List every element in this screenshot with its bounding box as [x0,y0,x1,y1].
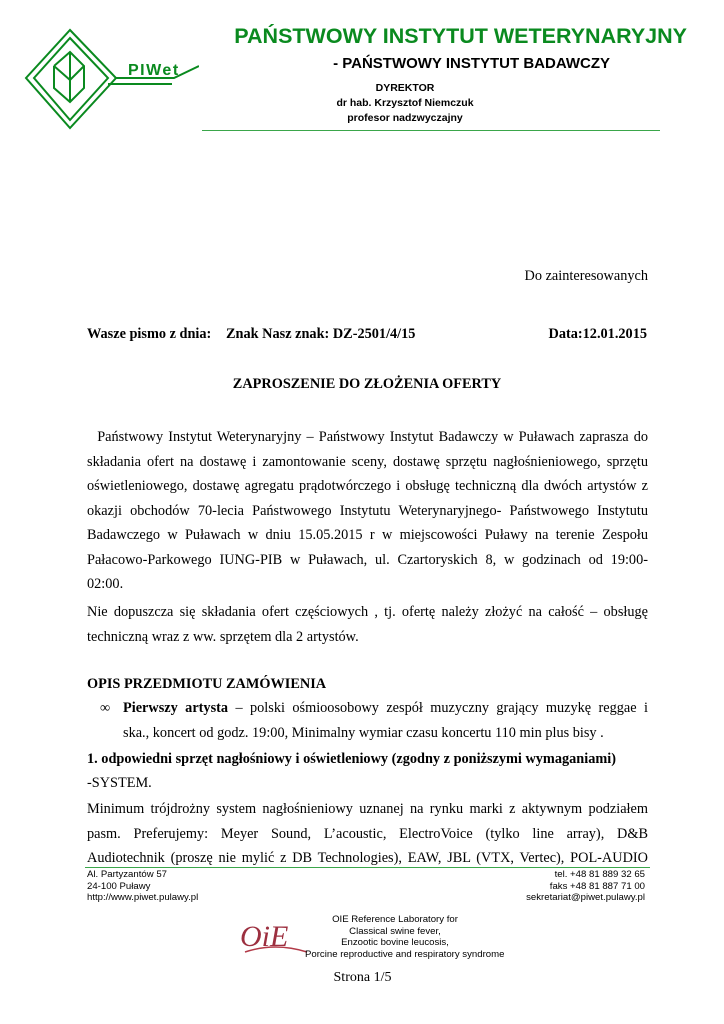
ref-your-letter: Wasze pismo z dnia: [87,326,212,342]
text-line: 02:00. [87,576,124,592]
oie-line: Classical swine fever, [349,925,441,937]
text-line: techniczną wraz z ww. sprzętem dla 2 artystów. [87,628,359,645]
bullet-bold: Pierwszy artysta [123,700,229,716]
website-link[interactable]: http://www.piwet.pulawy.pl [87,892,199,903]
director-title: profesor nadzwyczajny [347,112,463,124]
phone: tel. +48 81 889 32 65 [554,869,645,880]
section-title: OPIS PRZEDMIOTU ZAMÓWIENIA [87,676,327,692]
oie-reference [305,914,505,960]
page-number: Strona 1/5 [333,970,392,985]
header-divider [202,130,660,131]
text-line: oświetleniowego, dostawę agregatu prądotwórczego i obsługę techniczną dla dwóch artystów z [87,478,648,494]
bullet-text: – polski ośmioosobowy zespół muzyczny grający muzykę reggae i [228,700,648,716]
oie-logo-graphic [235,912,313,958]
footer-address [87,869,198,904]
point-1-heading: 1. odpowiedni sprzęt nagłośniowy i oświetleniowy (zgodny z poniższymi wymaganiami) [87,751,616,767]
oie-logo-text: OiE [240,920,289,953]
text-line: składania ofert na dostawę i zamontowanie sceny, dostawę sprzętu nagłośnieniowego, sprzętu [87,453,648,470]
piwet-logo [24,28,199,132]
text-line: Państwowy Instytut Weterynaryjny – Państwowy Instytut Badawczy w Puławach zaprasza do [87,429,648,445]
text-line: Audiotechnik (proszę nie mylić z DB Technologies), EAW, JBL (VTX, Vertec), POL-AUDIO [87,850,648,866]
text-line: ska., koncert od godz. 19:00, Minimalny wymiar czasu koncertu 110 min plus bisy . [123,724,604,741]
text-line: okazji obchodów 70-lecia Państwowego Instytutu Weterynaryjnego- Państwowego Instytutu [87,502,648,519]
footer-contact [450,869,645,904]
director-name: dr hab. Krzysztof Niemczuk [336,97,474,109]
system-label: -SYSTEM. [87,775,152,791]
bullet-icon: ∞ [100,700,111,716]
text-line: Badawczego w Puławach w dniu 15.05.2015 r w miejscowości Puławy na terenie Zespołu [87,527,648,543]
oie-logo [235,912,313,958]
ref-date: Data:12.01.2015 [548,326,647,342]
text-line: pasm. Preferujemy: Meyer Sound, L’acoustic, ElectroVoice (tylko line array), D&B [87,825,648,842]
oie-line: OIE Reference Laboratory for [332,914,458,925]
text-line: Pałacowo-Parkowego IUNG-PIB w Puławach, ul. Czartoryskich 8, w godzinach od 19:00- [87,551,648,568]
address-line: 24-100 Puławy [87,880,151,892]
paragraph-system [87,797,648,871]
text-line: Nie dopuszcza się składania ofert częściowych , tj. ofertę należy złożyć na całość – obsługę [87,604,648,620]
institute-subtitle: - PAŃSTWOWY INSTYTUT BADAWCZY [333,55,610,72]
director-label: DYREKTOR [375,82,435,94]
email-link[interactable]: sekretariat@piwet.pulawy.pl [526,892,645,903]
footer-divider [85,867,650,868]
text-line: Minimum trójdrożny system nagłośnieniowy uznanej na rynku marki z aktywnym podziałem [87,801,648,817]
ref-our-sign: Znak Nasz znak: DZ-2501/4/15 [226,326,416,342]
bullet-item-first-artist [123,696,648,745]
paragraph-invitation [87,425,648,597]
fax: faks +48 81 887 71 00 [549,880,645,892]
address-line: Al. Partyzantów 57 [87,869,167,880]
institute-name: PAŃSTWOWY INSTYTUT WETERYNARYJNY [234,24,687,48]
letter-subject: ZAPROSZENIE DO ZŁOŻENIA OFERTY [232,376,502,392]
paragraph-no-partial [87,600,648,649]
logo-text: PIWet [128,62,180,79]
piwet-logo-graphic [24,28,199,132]
oie-line: Porcine reproductive and respiratory syndrome [305,948,505,960]
oie-line: Enzootic bovine leucosis, [341,937,449,948]
addressee: Do zainteresowanych [524,268,648,284]
